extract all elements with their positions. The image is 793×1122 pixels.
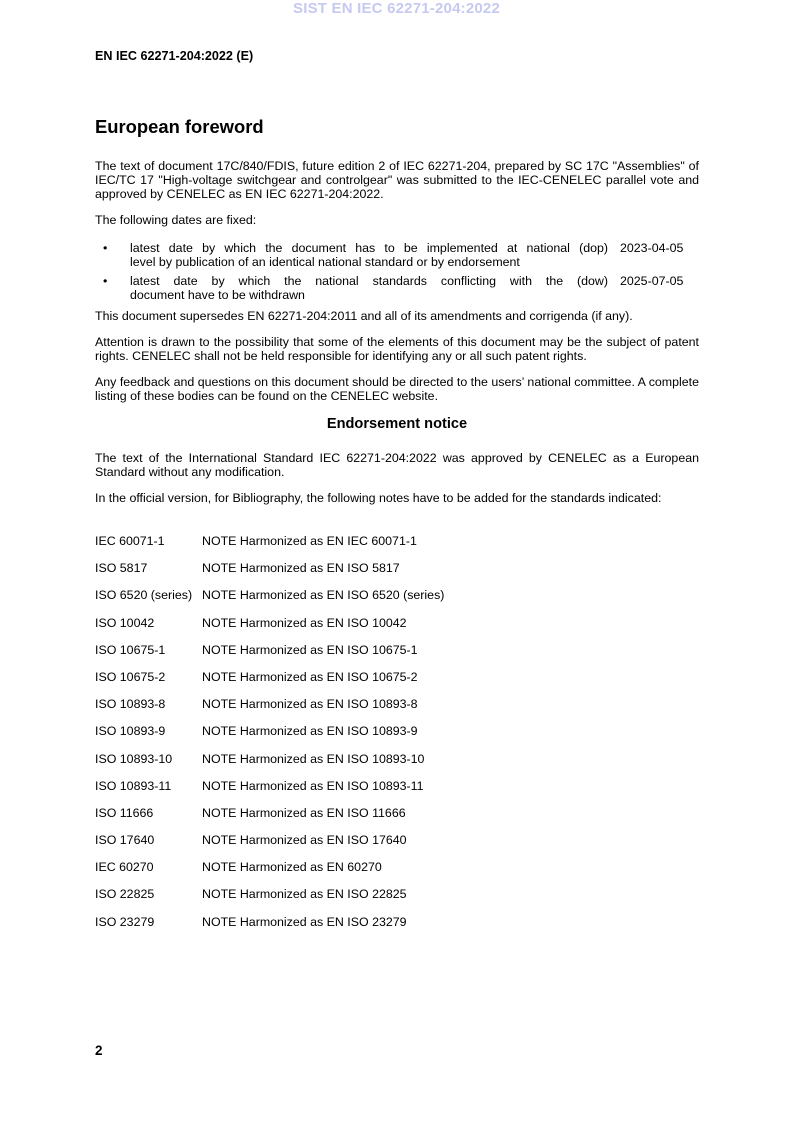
standard-ref: ISO 22825	[95, 887, 155, 902]
dates-list	[95, 241, 699, 307]
note-row	[95, 915, 699, 942]
date-item-line: level by publication of an identical national standard or by endorsement	[130, 255, 520, 269]
note-row	[95, 534, 699, 561]
harmonized-note: NOTE Harmonized as EN 60270	[202, 860, 382, 875]
note-row	[95, 561, 699, 588]
endorsement-heading: Endorsement notice	[326, 416, 468, 432]
date-item-line: document have to be withdrawn	[130, 288, 305, 302]
standard-ref: ISO 10893-9	[95, 724, 166, 739]
harmonized-note: NOTE Harmonized as EN ISO 11666	[202, 805, 406, 820]
harmonized-note: NOTE Harmonized as EN ISO 10675-1	[202, 642, 418, 657]
page-content	[95, 116, 699, 942]
date-value: 2023-04-05	[620, 241, 684, 255]
intro-paragraph: The text of document 17C/840/FDIS, future edition 2 of IEC 62271-204, prepared by SC 17C "Assemblies" of IEC/TC 17 "High-voltage switchgear and controlgear" was submitted to the IEC-CENELEC parallel vote and approved by CENELEC as EN IEC 62271-204:2022.	[95, 159, 699, 201]
dates-intro: The following dates are fixed:	[95, 213, 257, 227]
harmonized-note: NOTE Harmonized as EN ISO 10675-2	[202, 669, 418, 684]
standard-ref: IEC 60270	[95, 860, 154, 875]
standard-ref: ISO 5817	[95, 561, 148, 576]
note-row	[95, 779, 699, 806]
date-item-dow	[95, 274, 699, 307]
harmonized-note: NOTE Harmonized as EN ISO 10893-11	[202, 778, 424, 793]
standard-ref: ISO 23279	[95, 914, 155, 929]
note-row	[95, 806, 699, 833]
standard-ref: ISO 10893-11	[95, 778, 172, 793]
harmonized-note: NOTE Harmonized as EN ISO 17640	[202, 833, 407, 848]
note-row	[95, 588, 699, 615]
note-row	[95, 616, 699, 643]
harmonized-note: NOTE Harmonized as EN ISO 10893-9	[202, 724, 418, 739]
note-row	[95, 670, 699, 697]
standard-ref: ISO 10675-2	[95, 669, 166, 684]
harmonized-note: NOTE Harmonized as EN ISO 6520 (series)	[202, 588, 445, 603]
bibliography-paragraph: In the official version, for Bibliography, the following notes have to be added for the standards indicated:	[95, 491, 662, 505]
date-item-line: latest date by which the national standards conflicting with the (dow)	[130, 274, 608, 288]
date-item-line: latest date by which the document has to be implemented at national (dop)	[130, 241, 608, 255]
standard-ref: ISO 6520 (series)	[95, 588, 193, 603]
standard-ref: ISO 17640	[95, 833, 155, 848]
standard-ref: ISO 10893-10	[95, 751, 173, 766]
standard-ref: ISO 10893-8	[95, 697, 166, 712]
note-row	[95, 697, 699, 724]
bullet-icon: •	[103, 274, 108, 288]
date-item-text	[130, 274, 608, 302]
harmonized-note: NOTE Harmonized as EN ISO 5817	[202, 561, 400, 576]
note-row	[95, 724, 699, 751]
document-id-header: EN IEC 62271-204:2022 (E)	[95, 49, 254, 63]
note-row	[95, 887, 699, 914]
harmonized-note: NOTE Harmonized as EN ISO 10893-8	[202, 697, 418, 712]
harmonized-note: NOTE Harmonized as EN ISO 10893-10	[202, 751, 425, 766]
watermark: SIST EN IEC 62271-204:2022	[293, 0, 500, 17]
attention-paragraph: Attention is drawn to the possibility that some of the elements of this document may be the subject of patent rights. CENELEC shall not be held responsible for identifying any or all such patent rights.	[95, 335, 699, 363]
date-value: 2025-07-05	[620, 274, 684, 288]
feedback-paragraph: Any feedback and questions on this document should be directed to the users’ national committee. A complete listing of these bodies can be found on the CENELEC website.	[95, 375, 699, 403]
standard-ref: ISO 10042	[95, 615, 155, 630]
date-item-dop	[95, 241, 699, 274]
harmonized-note: NOTE Harmonized as EN ISO 10042	[202, 615, 407, 630]
bullet-icon: •	[103, 241, 108, 255]
standard-ref: IEC 60071-1	[95, 534, 165, 548]
endorsement-paragraph: The text of the International Standard IEC 62271-204:2022 was approved by CENELEC as a European Standard without any modification.	[95, 451, 699, 479]
supersedes-paragraph: This document supersedes EN 62271-204:2011 and all of its amendments and corrigenda (if any).	[95, 309, 633, 323]
harmonized-note: NOTE Harmonized as EN ISO 23279	[202, 914, 407, 929]
note-row	[95, 643, 699, 670]
notes-list	[95, 534, 699, 942]
harmonized-note: NOTE Harmonized as EN ISO 22825	[202, 887, 407, 902]
date-item-text	[130, 241, 608, 269]
standard-ref: ISO 11666	[95, 805, 154, 820]
note-row	[95, 752, 699, 779]
page-title: European foreword	[95, 116, 264, 137]
harmonized-note: NOTE Harmonized as EN IEC 60071-1	[202, 534, 417, 548]
standard-ref: ISO 10675-1	[95, 642, 166, 657]
note-row	[95, 860, 699, 887]
page-number: 2	[95, 1043, 103, 1058]
note-row	[95, 833, 699, 860]
